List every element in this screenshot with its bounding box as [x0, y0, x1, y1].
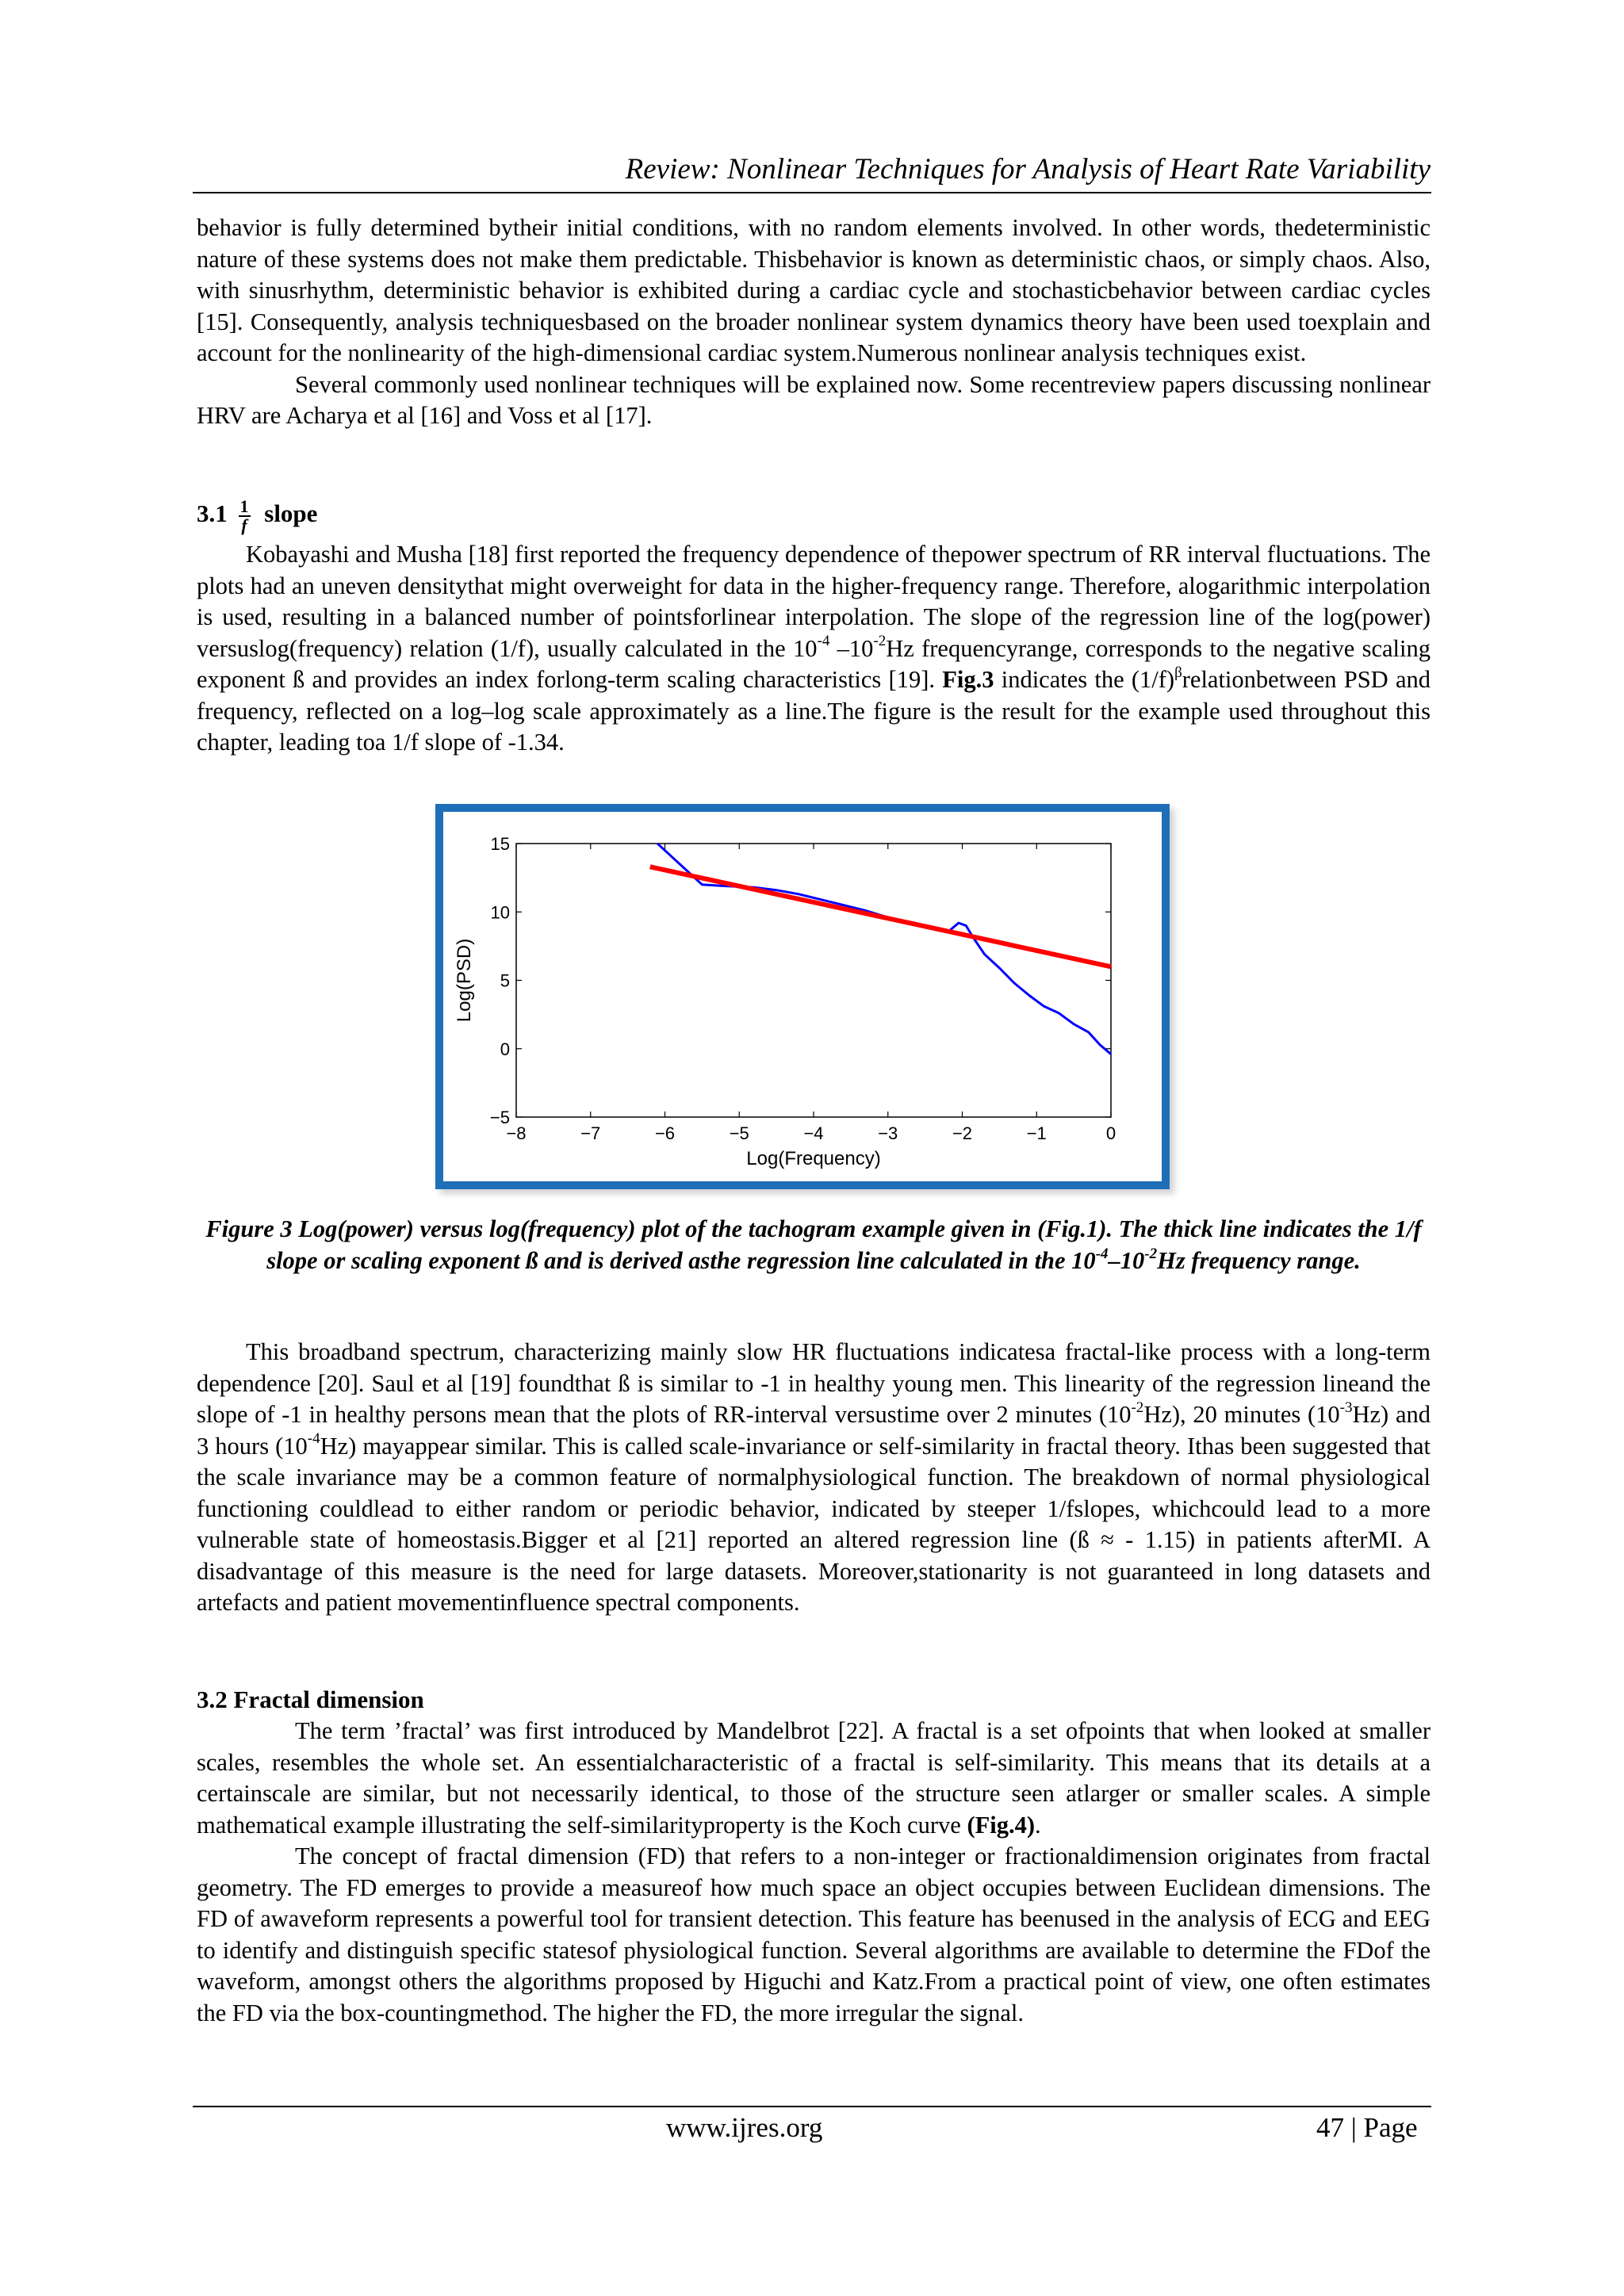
section-title: slope	[264, 499, 318, 528]
one-over-f-fraction	[239, 498, 251, 534]
text-run: Hz), 20 minutes (10	[1143, 1401, 1340, 1428]
text-run: Hz) and 3 hours (10	[197, 1401, 1431, 1460]
plot-area	[516, 844, 1111, 1117]
superscript: -3	[1339, 1399, 1353, 1416]
figure-4-reference[interactable]: (Fig.4)	[967, 1811, 1036, 1839]
text-run: This broadband spectrum, characterizing mainly slow HR fluctuations indicatesa fractal-like process with a long-term dependence [20]. Saul et al [19] foundthat ß is similar to -1 in healthy young men. This linearity of the regression lineand the slope of -1 in healthy persons mean that the plots of RR-interval versustime over 2 minutes (10	[197, 1338, 1431, 1428]
x-tick-label: 0	[1105, 1123, 1116, 1143]
x-tick-label: −1	[1026, 1123, 1047, 1143]
text-run: Hz) mayappear similar. This is called scale-invariance or self-similarity in fractal theory. Ithas been suggested that the scale invariance may be a common feature of normalphysiological function. The breakdown of normal physiological functioning couldlead to either random or periodic behavior, indicated by steeper 1/fslopes, whichcould lead to a more vulnerable state of homeostasis.Bigger et al [21] reported an altered regression line (ß ≈ - 1.15) in patients afterMI. A disadvantage of this measure is the need for large datasets. Moreover,stationarity is not guaranteed in long datasets and artefacts and patient movementinfluence spectral components.	[197, 1432, 1431, 1616]
caption-text: Figure 3 Log(power) versus log(frequency) plot of the tachogram example given in (Fig.1). The thick line indicates the 1/f slope or scaling exponent ß and is derived asthe regression line calculated in the 10	[205, 1215, 1422, 1274]
superscript: β	[1174, 664, 1182, 681]
superscript: -2	[1131, 1399, 1144, 1416]
x-tick-label: −3	[878, 1123, 898, 1143]
text-run: Hz frequencyrange, corresponds to the negative scaling exponent ß and provides an index forlong-term scaling characteristics [19].	[197, 634, 1431, 693]
section-3-1-heading	[197, 498, 1431, 534]
fraction-numerator: 1	[239, 496, 249, 516]
y-axis-label: Log(PSD)	[454, 938, 475, 1023]
figure-3	[435, 804, 1170, 1189]
text-run: .	[1035, 1811, 1041, 1839]
discussion-paragraph	[197, 1337, 1431, 1619]
text-run: 10	[793, 634, 818, 662]
y-tick-label: 15	[490, 834, 510, 854]
running-header: Review: Nonlinear Techniques for Analysis of Heart Rate Variability	[625, 153, 1431, 186]
section-3-1	[197, 498, 1431, 759]
x-tick-label: −2	[952, 1123, 973, 1143]
superscript: -4	[817, 633, 830, 650]
text-run: indicates the (1/f)	[1001, 666, 1175, 693]
x-tick-label: −4	[803, 1123, 824, 1143]
caption-text: Hz frequency range.	[1157, 1247, 1361, 1274]
figure-3-reference[interactable]: Fig.3	[942, 666, 994, 693]
section-3-2-paragraph-1	[197, 1716, 1431, 1841]
section-number: 3.1	[197, 499, 228, 528]
text-run: –10	[829, 634, 874, 662]
section-3-2-heading: 3.2 Fractal dimension	[197, 1686, 424, 1713]
section-3-2	[197, 1684, 1431, 2029]
x-tick-label: −8	[506, 1123, 527, 1143]
y-tick-label: 10	[490, 902, 510, 923]
y-tick-label: −5	[489, 1108, 510, 1127]
x-tick-label: −6	[654, 1123, 676, 1143]
text-run: The term ’fractal’ was first introduced by Mandelbrot [22]. A fractal is a set ofpoints that when looked at smaller scales, resembles the whole set. An essentialcharacteristic of a fractal is self-similarity. This means that its details at a certainscale are similar, but not necessarily identical, to those of the structure seen atlarger or smaller scales. A simple mathematical example illustrating the self-similarityproperty is the Koch curve	[197, 1717, 1431, 1839]
y-tick-label: 0	[500, 1039, 510, 1059]
x-tick-label: −5	[729, 1123, 749, 1143]
superscript: -2	[873, 633, 887, 650]
x-axis-label: Log(Frequency)	[746, 1148, 881, 1169]
discussion-section	[197, 1337, 1431, 1619]
figure-3-caption	[197, 1213, 1431, 1276]
footer-journal-url[interactable]: www.ijres.org	[666, 2112, 823, 2143]
text-run: relationbetween PSD and frequency, reflected on a log–log scale approximately as a line.The figure is the result for the example used throughout this chapter, leading toa 1/f slope of -1.34.	[197, 666, 1431, 756]
intro-section	[197, 212, 1431, 432]
y-tick-label: 5	[500, 970, 510, 991]
section-3-2-paragraph-2: The concept of fractal dimension (FD) that refers to a non-integer or fractionaldimension originates from fractal geometry. The FD emerges to provide a measureof how much space an object occupies between Euclidean dimensions. The FD of awaveform represents a powerful tool for transient detection. This feature has beenused in the analysis of ECG and EEG to identify and distinguish specific statesof physiological function. Several algorithms are available to determine the FDof the waveform, amongst others the algorithms proposed by Higuchi and Katz.From a practical point of view, one often estimates the FD via the box-countingmethod. The higher the FD, the more irregular the signal.	[197, 1843, 1431, 2026]
x-tick-label: −7	[580, 1123, 601, 1143]
text-run: Kobayashi and Musha [18] first reported the frequency dependence of thepower spectrum of RR interval fluctuations. The plots had an uneven densitythat might overweight for data in the higher-frequency range. Therefore, alogarithmic interpolation is used, resulting in a balanced number of pointsforlinear interpolation. The slope of the regression line of the log(power) versuslog(frequency) relation (1/f), usually calculated in the	[197, 541, 1431, 662]
footer-page-number: 47 | Page	[1316, 2112, 1418, 2143]
footer-divider	[193, 2106, 1431, 2107]
superscript: -2	[1144, 1245, 1158, 1262]
intro-paragraph-1: behavior is fully determined bytheir initial conditions, with no random elements involved. In other words, thedeterministic nature of these systems does not make them predictable. Thisbehavior is known as deterministic chaos, or simply chaos. Also, with sinusrhythm, deterministic behavior is exhibited during a cardiac cycle and stochasticbehavior between cardiac cycles [15]. Consequently, analysis techniquesbased on the broader nonlinear system dynamics theory have been used toexplain and account for the nonlinearity of the high-dimensional cardiac system.Numerous nonlinear analysis techniques exist.	[197, 214, 1431, 366]
caption-text: –10	[1108, 1247, 1145, 1274]
section-3-1-paragraph	[197, 539, 1431, 759]
superscript: -4	[307, 1430, 320, 1448]
superscript: -4	[1095, 1245, 1109, 1262]
psd-chart	[443, 812, 1162, 1181]
header-divider	[193, 192, 1431, 193]
intro-paragraph-2: Several commonly used nonlinear techniques will be explained now. Some recentreview papers discussing nonlinear HRV are Acharya et al [16] and Voss et al [17].	[197, 370, 1431, 429]
fraction-denominator: f	[241, 515, 247, 535]
